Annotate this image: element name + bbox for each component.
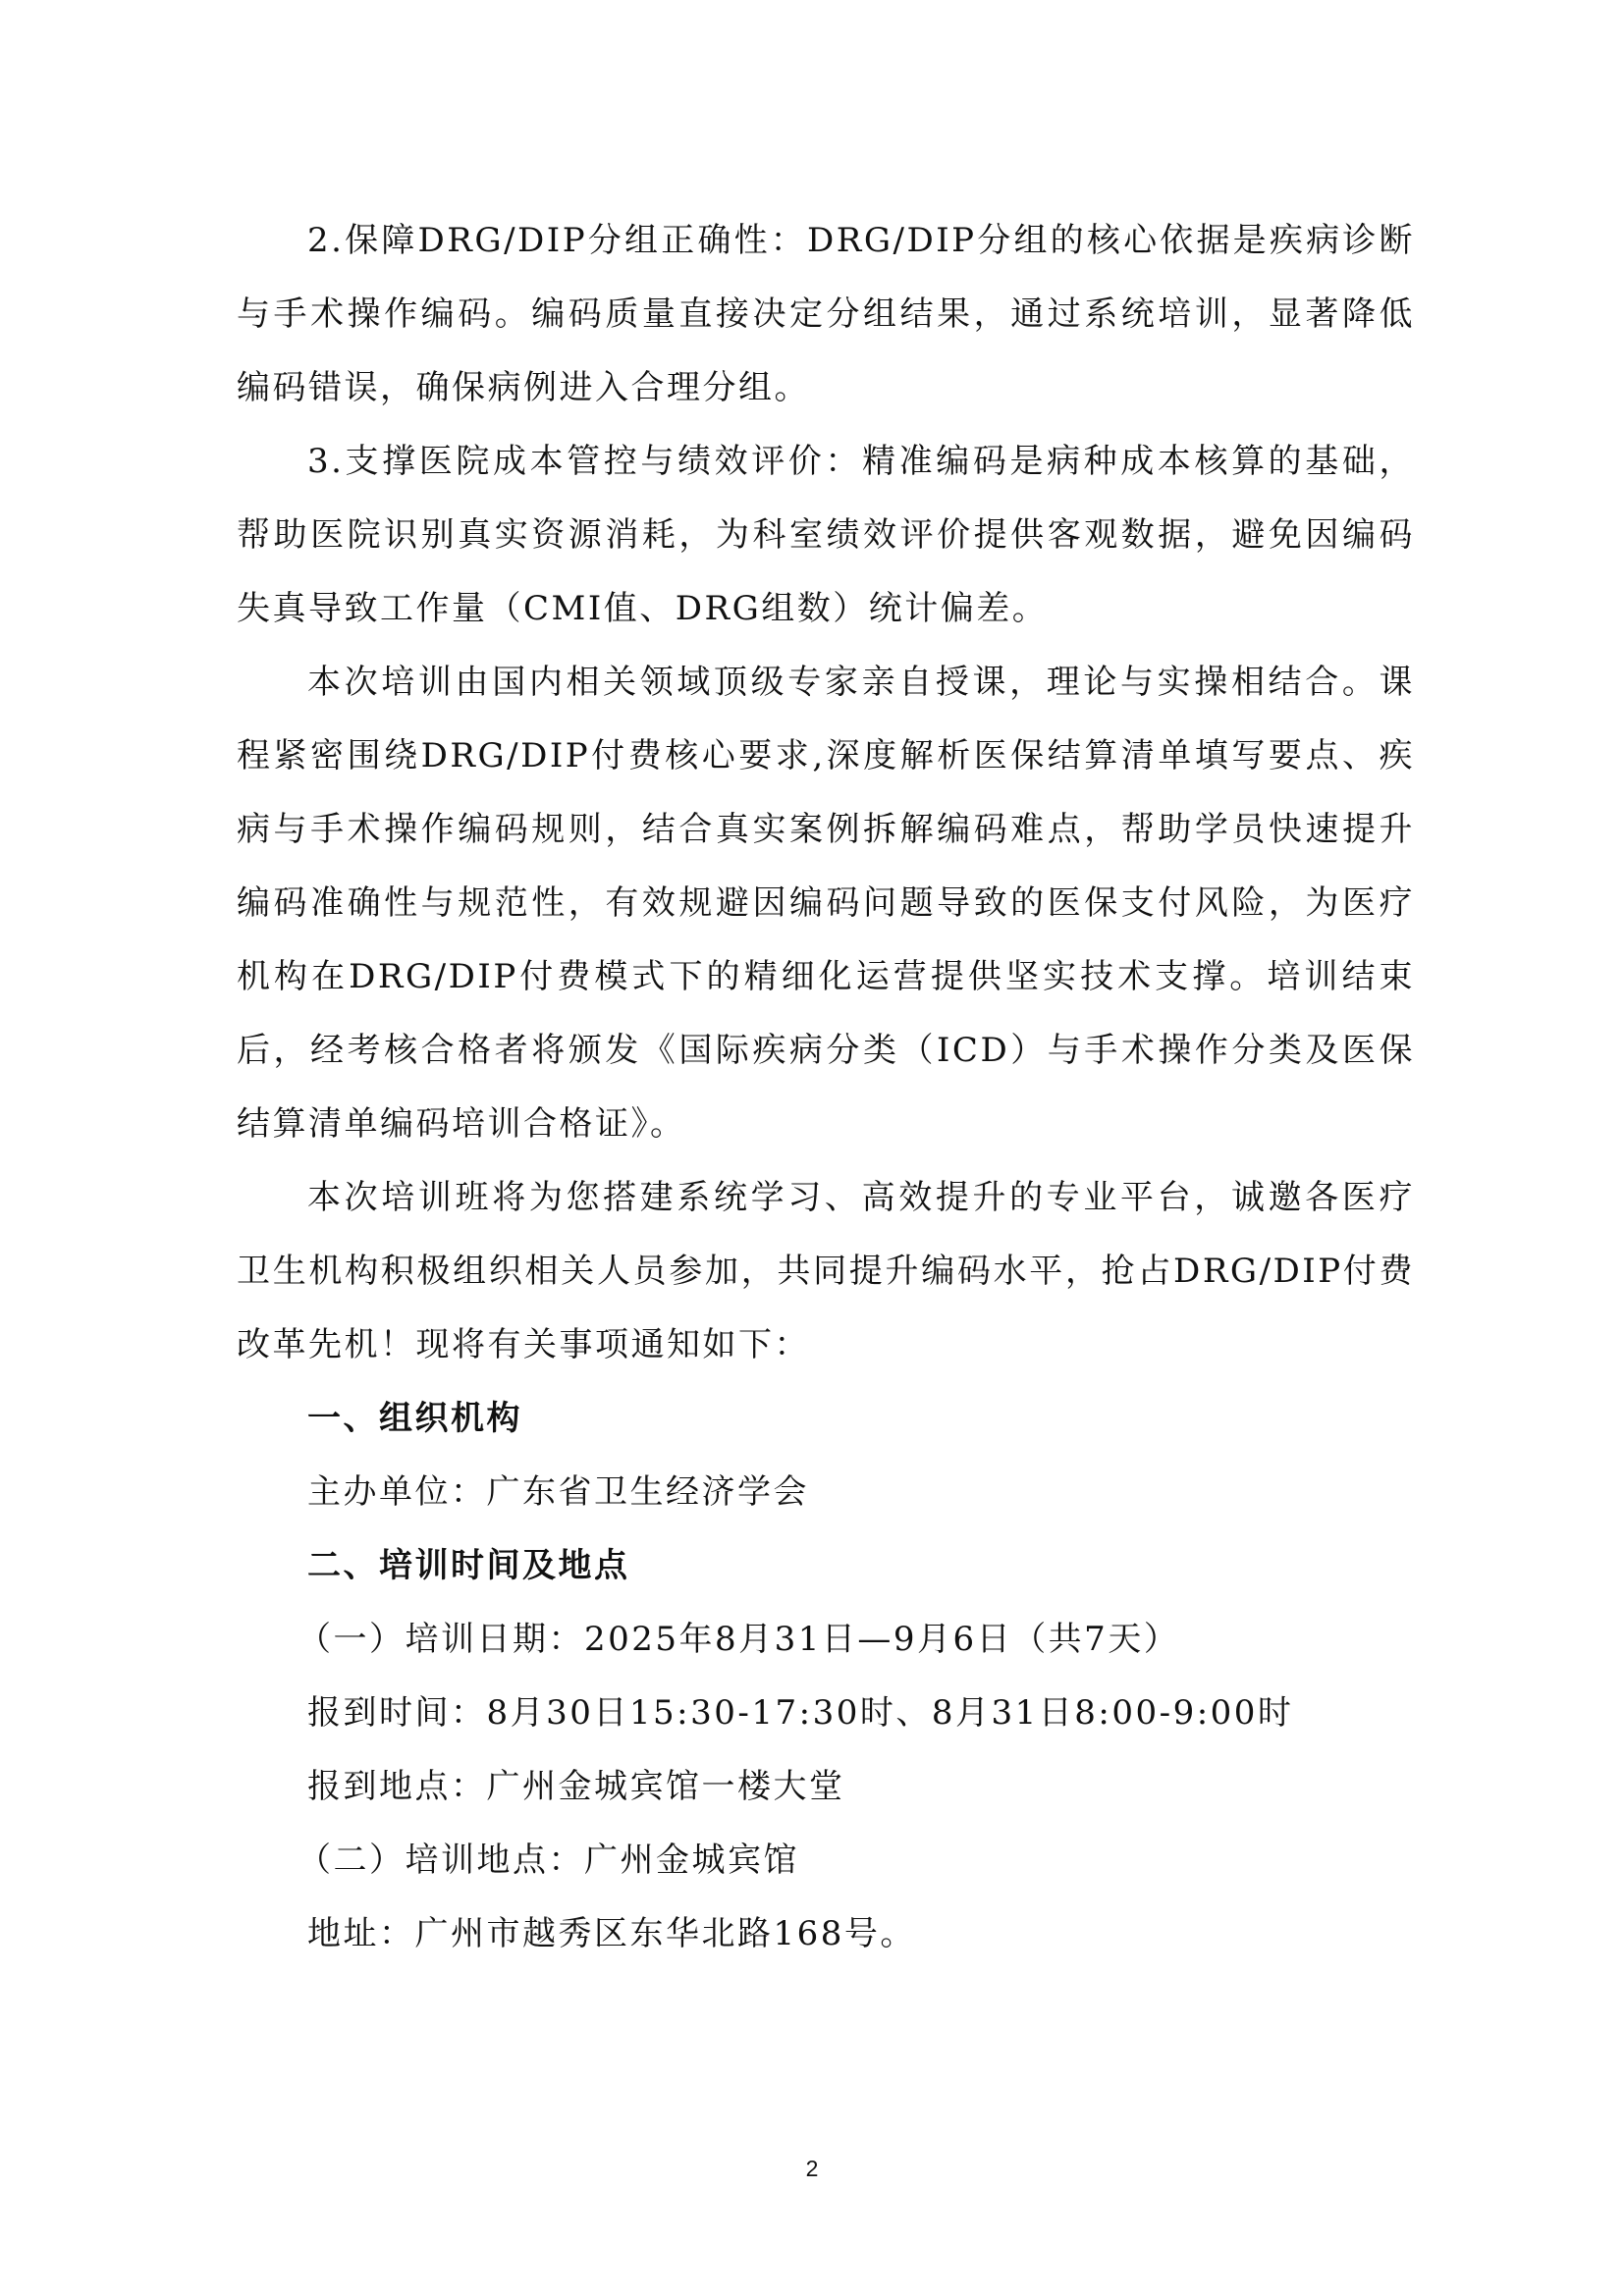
paragraph-training-intro: 本次培训由国内相关领域顶级专家亲自授课，理论与实操相结合。课程紧密围绕DRG/DIP付费核心要求,深度解析医保结算清单填写要点、疾病与手术操作编码规则，结合真实案例拆解编码难点，帮助学员快速提升编码准确性与规范性，有效规避因编码问题导致的医保支付风险，为医疗机构在DRG/DIP付费模式下的精细化运营提供坚实技术支撑。培训结束后，经考核合格者将颁发《国际疾病分类（ICD）与手术操作分类及医保结算清单编码培训合格证》。 — [237, 663, 1415, 1144]
section-heading-organization: 一、组织机构 — [307, 1399, 522, 1438]
organizer-line: 主办单位：广东省卫生经济学会 — [307, 1472, 809, 1512]
paragraph-drg-grouping: 2.保障DRG/DIP分组正确性：DRG/DIP分组的核心依据是疾病诊断与手术操作编码。编码质量直接决定分组结果，通过系统培训，显著降低编码错误，确保病例进入合理分组。 — [237, 221, 1415, 407]
checkin-time-line: 报到时间：8月30日15:30-17:30时、8月31日8:00-9:00时 — [307, 1693, 1294, 1733]
document-body — [237, 204, 1415, 1971]
page-number: 2 — [805, 2156, 819, 2181]
training-venue-line: （二）培训地点：广州金城宾馆 — [298, 1841, 799, 1880]
paragraph-invitation: 本次培训班将为您搭建系统学习、高效提升的专业平台，诚邀各医疗卫生机构积极组织相关人员参加，共同提升编码水平，抢占DRG/DIP付费改革先机！现将有关事项通知如下： — [237, 1178, 1415, 1364]
checkin-place-line: 报到地点：广州金城宾馆一楼大堂 — [307, 1767, 845, 1806]
section-heading-time-place: 二、培训时间及地点 — [307, 1546, 630, 1585]
address-line: 地址：广州市越秀区东华北路168号。 — [307, 1914, 916, 1953]
paragraph-cost-control: 3.支撑医院成本管控与绩效评价：精准编码是病种成本核算的基础，帮助医院识别真实资源消耗，为科室绩效评价提供客观数据，避免因编码失真导致工作量（CMI值、DRG组数）统计偏差。 — [237, 442, 1415, 628]
training-date-line: （一）培训日期：2025年8月31日—9月6日（共7天） — [298, 1620, 1180, 1659]
